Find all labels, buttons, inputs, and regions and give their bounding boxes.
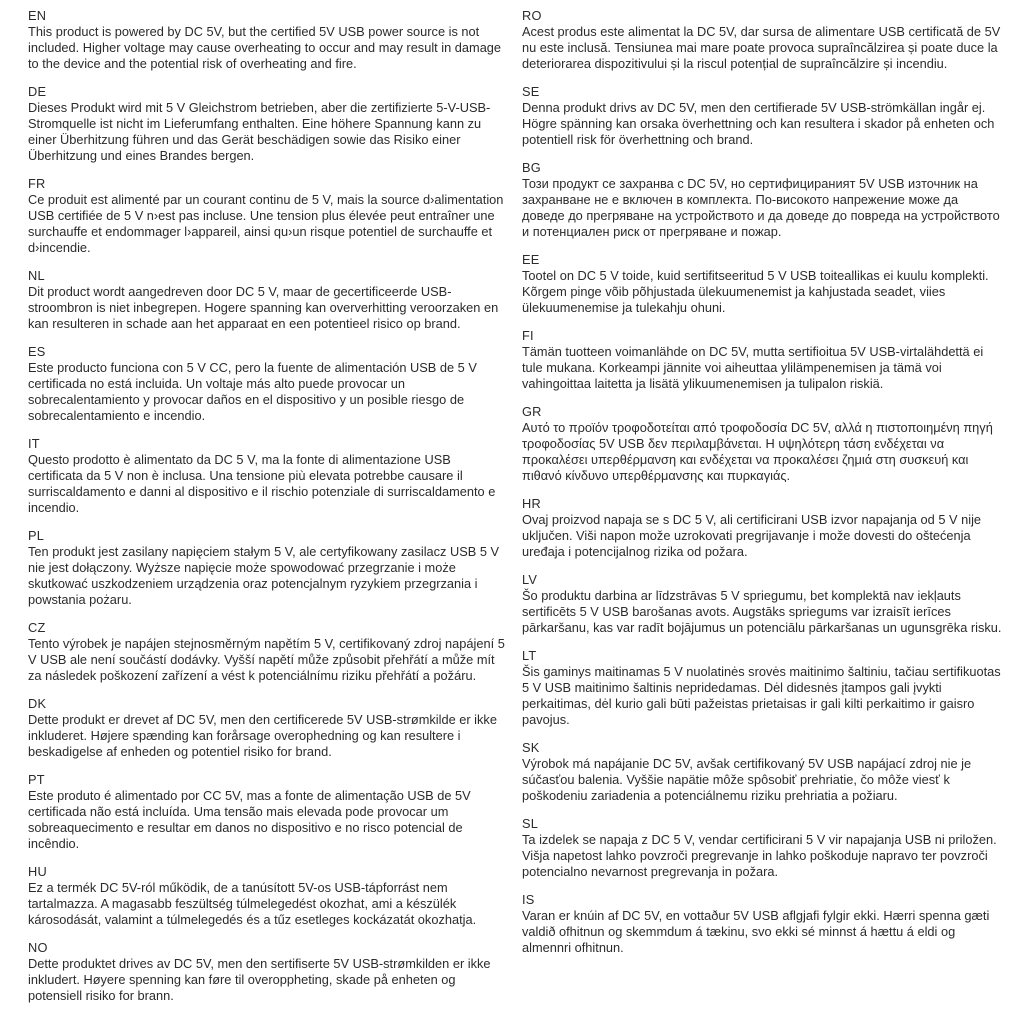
- language-text: Dit product wordt aangedreven door DC 5 V, maar de gecertificeerde USB-stroombron is niet inbegrepen. Hogere spanning kan oververhitting veroorzaken en kan resulteren in schade aan het apparaat en een potentieel risico op brand.: [28, 284, 499, 331]
- language-section-pt: [28, 772, 508, 852]
- language-code: FI: [522, 328, 534, 343]
- language-code: HR: [522, 496, 541, 511]
- language-section-gr: [522, 404, 1002, 484]
- language-text: Este producto funciona con 5 V CC, pero la fuente de alimentación USB de 5 V certificada no está incluida. Un voltaje más alto puede provocar un sobrecalentamiento y provocar daños en el dispositivo y un posible riesgo de sobrecalentamiento e incendio.: [28, 360, 477, 423]
- language-code: SL: [522, 816, 539, 831]
- language-section-lv: [522, 572, 1002, 636]
- language-section-hu: [28, 864, 508, 928]
- language-code: EN: [28, 8, 47, 23]
- language-code: LV: [522, 572, 538, 587]
- language-section-fr: [28, 176, 508, 256]
- language-code: CZ: [28, 620, 46, 635]
- language-code: LT: [522, 648, 537, 663]
- language-text: Výrobok má napájanie DC 5V, avšak certifikovaný 5V USB napájací zdroj nie je súčasťou balenia. Vyššie napätie môže spôsobiť prehriatie, čo môže viesť k poškodeniu zariadenia a potenciálnemu riziku prehriatia a požiaru.: [522, 756, 972, 803]
- language-code: PL: [28, 528, 45, 543]
- language-section-se: [522, 84, 1002, 148]
- language-section-de: [28, 84, 508, 164]
- language-section-en: [28, 8, 508, 72]
- language-text: Tento výrobek je napájen stejnosměrným napětím 5 V, certifikovaný zdroj napájení 5 V USB ale není součástí dodávky. Vyšší napětí může způsobit přehřátí a může mít za následek poškození zařízení a vést k potenciálnímu riziku přehřátí a požáru.: [28, 636, 505, 683]
- language-text: Ez a termék DC 5V-ról működik, de a tanúsított 5V-os USB-tápforrást nem tartalmazza. A magasabb feszültség túlmelegedést okozhat, ami a készülék károsodását, valamint a túlmelegedés és a tűz esetleges kockázatát okozhatja.: [28, 880, 477, 927]
- language-code: FR: [28, 176, 46, 191]
- language-text: Ovaj proizvod napaja se s DC 5 V, ali certificirani USB izvor napajanja od 5 V nije uključen. Viši napon može uzrokovati pregrijavanje i može dovesti do oštećenja uređaja i potencijalnog rizika od požara.: [522, 512, 982, 559]
- language-section-it: [28, 436, 508, 516]
- language-section-is: [522, 892, 1002, 956]
- language-section-dk: [28, 696, 508, 760]
- language-text: Varan er knúin af DC 5V, en vottaður 5V USB aflgjafi fylgir ekki. Hærri spenna gæti valdið ofhitnun og skemmdum á tækinu, svo ekki sé minnst á hættu á eldi og almennri ofhitnun.: [522, 908, 990, 955]
- language-text: Ta izdelek se napaja z DC 5 V, vendar certificirani 5 V vir napajanja USB ni priložen. Višja napetost lahko povzroči pregrevanje in lahko poškoduje napravo ter povzroči potencialno nevarnost pregrevanja in požara.: [522, 832, 997, 879]
- language-text: Dette produktet drives av DC 5V, men den sertifiserte 5V USB-strømkilden er ikke inkludert. Høyere spenning kan føre til overoppheting, skade på enheten og potensiell risiko for brann.: [28, 956, 491, 1003]
- language-section-no: [28, 940, 508, 1004]
- language-code: DK: [28, 696, 47, 711]
- language-text: Tämän tuotteen voimanlähde on DC 5V, mutta sertifioitua 5V USB-virtalähdettä ei tule mukana. Korkeampi jännite voi aiheuttaa ylilämpenemisen ja tämä voi vahingoittaa laitetta ja lisätä ylikuumenemisen ja tulipalon riskiä.: [522, 344, 984, 391]
- language-code: IS: [522, 892, 535, 907]
- language-text: Този продукт се захранва с DC 5V, но сертифицираният 5V USB източник на захранване не е включен в комплекта. По-високото напрежение може да доведе до прегряване на устройството и да доведе до повреда на устройството и потенциален риск от прегряване и пожар.: [522, 176, 1000, 239]
- language-code: PT: [28, 772, 45, 787]
- language-section-fi: [522, 328, 1002, 392]
- language-text: Dieses Produkt wird mit 5 V Gleichstrom betrieben, aber die zertifizierte 5-V-USB-Stromquelle ist nicht im Lieferumfang enthalten. Eine höhere Spannung kann zu einer Überhitzung führen und das Gerät beschädigen sowie das Risiko einer Überhitzung und eines Brandes bergen.: [28, 100, 491, 163]
- language-text: Tootel on DC 5 V toide, kuid sertifitseeritud 5 V USB toiteallikas ei kuulu komplekti. Kõrgem pinge võib põhjustada ülekuumenemist ja kahjustada seadet, viies ülekuumenemise ja tulekahju ohuni.: [522, 268, 989, 315]
- language-section-pl: [28, 528, 508, 608]
- language-text: This product is powered by DC 5V, but the certified 5V USB power source is not included. Higher voltage may cause overheating to occur and may result in damage to the device and the potential risk of overheating and fire.: [28, 24, 502, 71]
- language-code: HU: [28, 864, 47, 879]
- language-text: Αυτό το προϊόν τροφοδοτείται από τροφοδοσία DC 5V, αλλά η πιστοποιημένη πηγή τροφοδοσίας 5V USB δεν περιλαμβάνεται. Η υψηλότερη τάση ενδέχεται να προκαλέσει υπερθέρμανση και ενδέχεται να προκαλέσει ζημιά στη συσκευή και πιθανό κίνδυνο υπερθέρμανσης και πυρκαγιάς.: [522, 420, 993, 483]
- language-section-ro: [522, 8, 1002, 72]
- language-code: GR: [522, 404, 542, 419]
- language-text: Denna produkt drivs av DC 5V, men den certifierade 5V USB-strömkällan ingår ej. Högre spänning kan orsaka överhettning och kan resultera i skador på enheten och potentiell risk för överhettning och brand.: [522, 100, 995, 147]
- language-code: RO: [522, 8, 542, 23]
- column-left: [28, 8, 508, 1016]
- language-section-hr: [522, 496, 1002, 560]
- language-code: IT: [28, 436, 40, 451]
- language-text: Ce produit est alimenté par un courant continu de 5 V, mais la source d›alimentation USB certifiée de 5 V n›est pas incluse. Une tension plus élevée peut entraîner une surchauffe et endommager l›appareil, ainsi qu›un risque potentiel de surchauffe et d›incendie.: [28, 192, 504, 255]
- language-section-ee: [522, 252, 1002, 316]
- column-right: [522, 8, 1002, 1016]
- language-text: Dette produkt er drevet af DC 5V, men den certificerede 5V USB-strømkilde er ikke inkluderet. Højere spænding kan forårsage overophedning og kan resultere i beskadigelse af enheden og potentiel risiko for brand.: [28, 712, 497, 759]
- language-section-sk: [522, 740, 1002, 804]
- language-code: EE: [522, 252, 540, 267]
- language-text: Este produto é alimentado por CC 5V, mas a fonte de alimentação USB de 5V certificada não está incluída. Uma tensão mais elevada pode provocar um sobreaquecimento e resultar em danos no dispositivo e no risco potencial de incêndio.: [28, 788, 471, 851]
- language-text: Šis gaminys maitinamas 5 V nuolatinės srovės maitinimo šaltiniu, tačiau sertifikuotas 5 V USB maitinimo šaltinis nepridedamas. Dėl didesnės įtampos gali įvykti perkaitimas, dėl kurio gali būti pažeistas prietaisas ir gali kilti perkaitimo ir gaisro pavojus.: [522, 664, 1001, 727]
- language-code: ES: [28, 344, 46, 359]
- language-section-es: [28, 344, 508, 424]
- language-section-bg: [522, 160, 1002, 240]
- language-section-lt: [522, 648, 1002, 728]
- language-code: NO: [28, 940, 48, 955]
- language-text: Acest produs este alimentat la DC 5V, dar sursa de alimentare USB certificată de 5V nu este inclusă. Tensiunea mai mare poate provoca supraîncălzirea și poate duce la deteriorarea dispozitivului și la riscul potențial de supraîncălzire și incendiu.: [522, 24, 1001, 71]
- language-section-sl: [522, 816, 1002, 880]
- language-code: SE: [522, 84, 540, 99]
- language-section-nl: [28, 268, 508, 332]
- language-code: NL: [28, 268, 45, 283]
- language-code: BG: [522, 160, 541, 175]
- language-section-cz: [28, 620, 508, 684]
- language-code: DE: [28, 84, 47, 99]
- language-text: Ten produkt jest zasilany napięciem stałym 5 V, ale certyfikowany zasilacz USB 5 V nie jest dołączony. Wyższe napięcie może spowodować przegrzanie i może skutkować uszkodzeniem urządzenia oraz potencjalnym ryzykiem przegrzania i powstania pożaru.: [28, 544, 500, 607]
- language-text: Šo produktu darbina ar līdzstrāvas 5 V spriegumu, bet komplektā nav iekļauts sertificēts 5 V USB barošanas avots. Augstāks spriegums var izraisīt ierīces pārkaršanu, kas var radīt bojājumus un potenciālu pārkaršanas un ugunsgrēka risku.: [522, 588, 1002, 635]
- language-code: SK: [522, 740, 540, 755]
- language-text: Questo prodotto è alimentato da DC 5 V, ma la fonte di alimentazione USB certificata da 5 V non è inclusa. Una tensione più elevata potrebbe causare il surriscaldamento e danni al dispositivo e il rischio potenziale di surriscaldamento e incendio.: [28, 452, 496, 515]
